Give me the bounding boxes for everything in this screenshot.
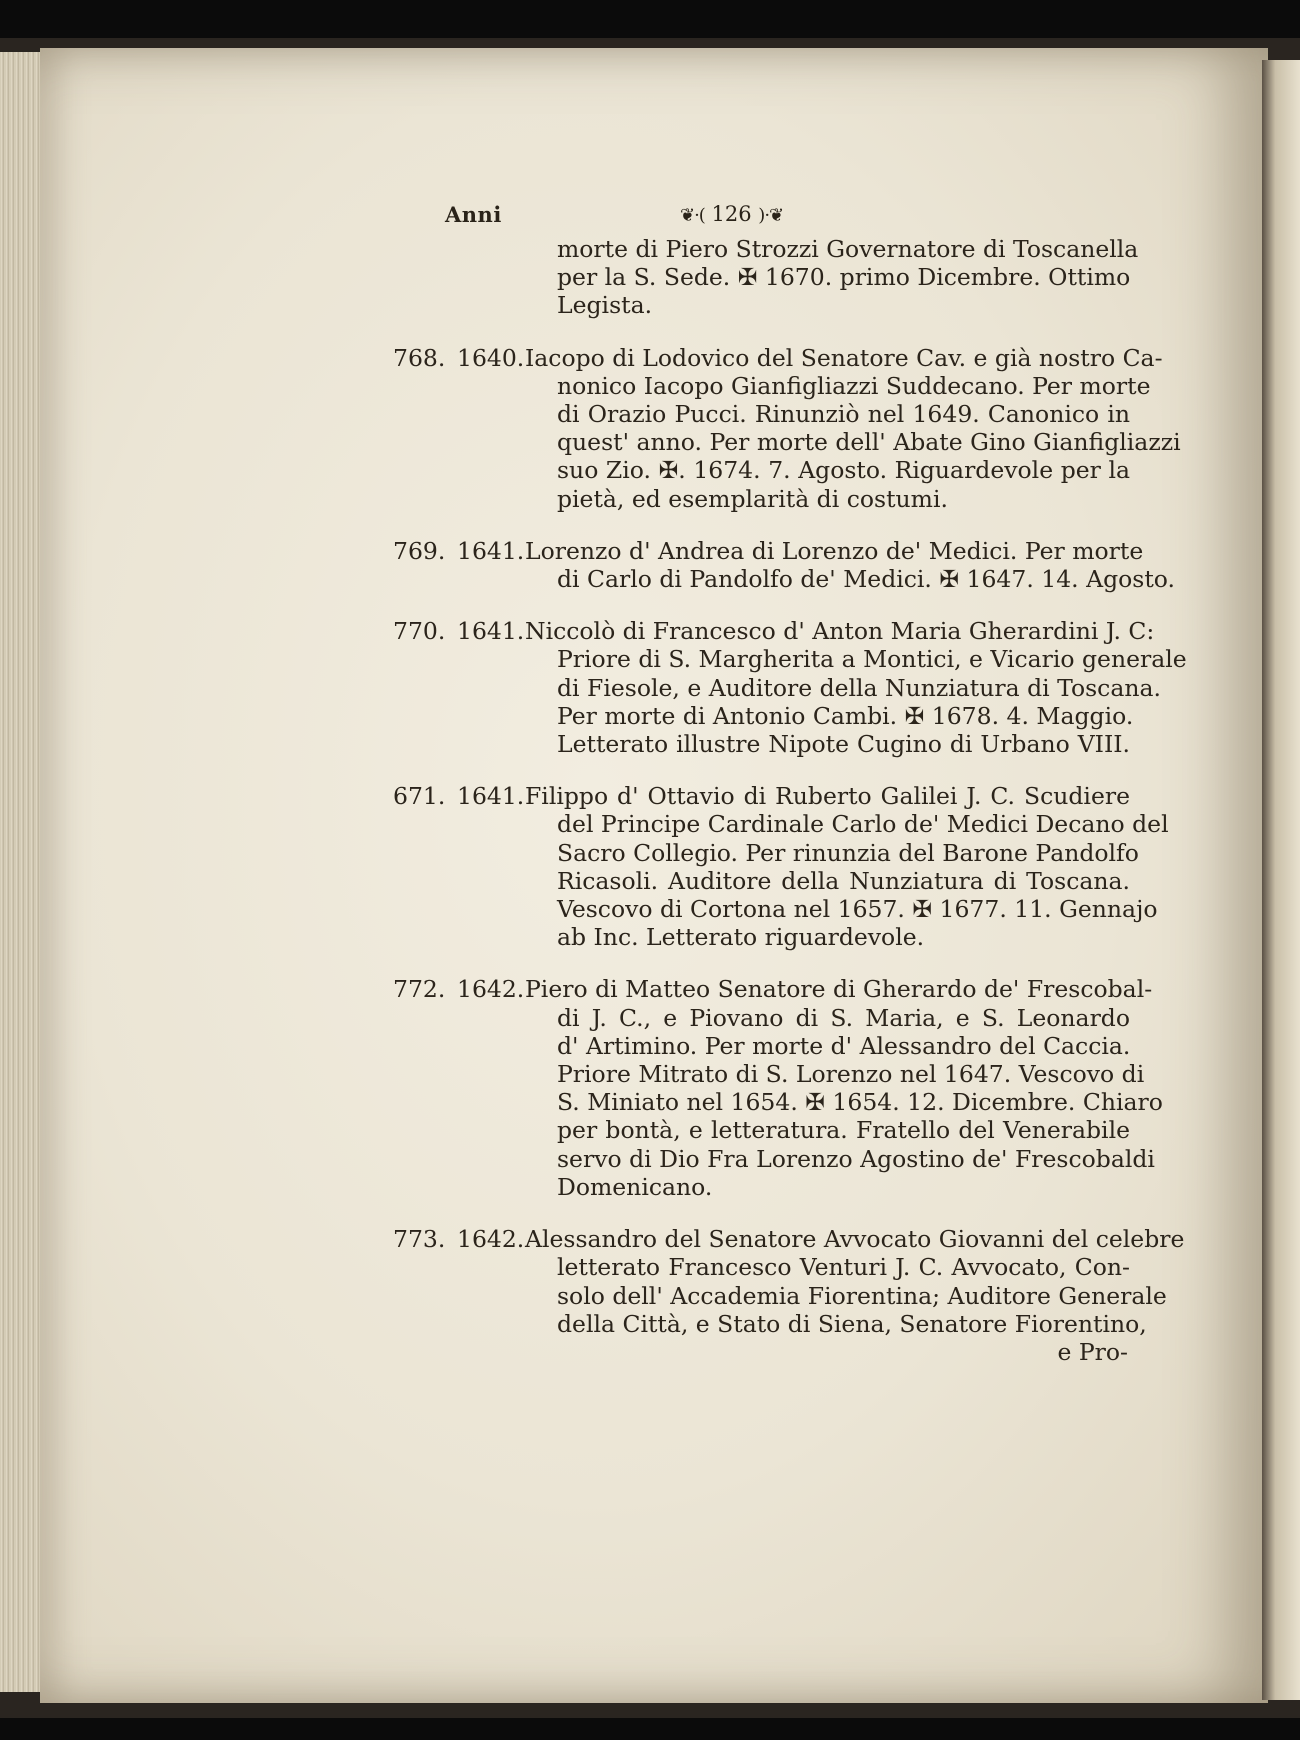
ornament-left: ❦·( (680, 205, 705, 226)
entry-year: 1641. (457, 617, 525, 646)
text-line: morte di Piero Strozzi Governatore di Toscanella (557, 235, 1139, 263)
text-line: Sacro Collegio. Per rinunzia del Barone Pandolfo (557, 838, 1139, 867)
running-head-anni: Anni (445, 202, 502, 227)
entry-770 (385, 617, 1187, 759)
entry-year: 1640. (457, 343, 525, 372)
entry-772 (385, 975, 1163, 1201)
text-line: S. Miniato nel 1654. ✠ 1654. 12. Dicembre. Chiaro (557, 1088, 1163, 1117)
text-line: Alessandro del Senatore Avvocato Giovanni del celebre (525, 1225, 1185, 1254)
entry-year: 1642. (457, 975, 525, 1004)
entry-number: 671. (393, 782, 446, 811)
text-line: Niccolò di Francesco d' Anton Maria Gherardini J. C: (525, 617, 1155, 646)
entry-continuation (385, 235, 1139, 320)
text-line: Legista. (557, 291, 653, 320)
text-line: quest' anno. Per morte dell' Abate Gino Gianfigliazzi (557, 428, 1181, 457)
facing-page-edge (1262, 60, 1300, 1700)
entry-769 (385, 536, 1175, 594)
page-number: 126 (711, 202, 752, 226)
entry-number: 768. (393, 343, 446, 372)
text-line: ab Inc. Letterato riguardevole. (557, 923, 925, 952)
entry-year: 1642. (457, 1225, 525, 1254)
text-line: di J. C., e Piovano di S. Maria, e S. Leonardo (557, 1003, 1130, 1032)
text-line: Priore Mitrato di S. Lorenzo nel 1647. Vescovo di (557, 1060, 1145, 1089)
text-line: per la S. Sede. ✠ 1670. primo Dicembre. Ottimo (557, 263, 1131, 292)
entry-year: 1641. (457, 782, 525, 811)
text-line: nonico Iacopo Gianfigliazzi Suddecano. Per morte (557, 371, 1151, 400)
text-line: Domenicano. (557, 1172, 713, 1201)
entry-773 (385, 1225, 1185, 1366)
folio (680, 202, 783, 226)
text-line: di Carlo di Pandolfo de' Medici. ✠ 1647. 14. Agosto. (557, 565, 1175, 594)
text-line: d' Artimino. Per morte d' Alessandro del Caccia. (557, 1031, 1131, 1060)
text-line: Piero di Matteo Senatore di Gherardo de' Frescobal- (525, 975, 1153, 1004)
ornament-right: )·❦ (758, 205, 784, 226)
text-line: pietà, ed esemplarità di costumi. (557, 484, 948, 513)
text-line: della Città, e Stato di Siena, Senatore Fiorentino, (557, 1309, 1147, 1338)
text-line: per bontà, e letteratura. Fratello del Venerabile (557, 1116, 1130, 1145)
text-line: del Principe Cardinale Carlo de' Medici Decano del (557, 810, 1169, 839)
entry-number: 769. (393, 536, 446, 565)
text-line: di Orazio Pucci. Rinunziò nel 1649. Canonico in (557, 400, 1130, 429)
text-line: solo dell' Accademia Fiorentina; Auditore Generale (557, 1281, 1167, 1310)
text-line: suo Zio. ✠. 1674. 7. Agosto. Riguardevole per la (557, 456, 1130, 485)
text-line: servo di Dio Fra Lorenzo Agostino de' Frescobaldi (557, 1144, 1155, 1173)
entry-number: 773. (393, 1225, 446, 1254)
text-line: Filippo d' Ottavio di Ruberto Galilei J. C. Scudiere (525, 782, 1130, 811)
text-line: Vescovo di Cortona nel 1657. ✠ 1677. 11. Gennajo (557, 895, 1158, 924)
entry-number: 770. (393, 617, 446, 646)
entry-number: 772. (393, 975, 446, 1004)
text-line: Letterato illustre Nipote Cugino di Urbano VIII. (557, 730, 1130, 759)
text-line: letterato Francesco Venturi J. C. Avvocato, Con- (557, 1253, 1130, 1282)
text-line: di Fiesole, e Auditore della Nunziatura di Toscana. (557, 673, 1161, 702)
text-line: Ricasoli. Auditore della Nunziatura di Toscana. (557, 866, 1130, 895)
text-line: Per morte di Antonio Cambi. ✠ 1678. 4. Maggio. (557, 701, 1134, 730)
entry-671 (385, 782, 1169, 952)
text-line: Priore di S. Margherita a Montici, e Vicario generale (557, 645, 1187, 674)
page-text (385, 235, 1187, 1390)
catchword: e Pro- (1057, 1337, 1128, 1366)
entry-768 (385, 343, 1181, 513)
entry-year: 1641. (457, 536, 525, 565)
text-line: Lorenzo d' Andrea di Lorenzo de' Medici. Per morte (525, 536, 1144, 565)
text-line: Iacopo di Lodovico del Senatore Cav. e già nostro Ca- (525, 343, 1163, 372)
